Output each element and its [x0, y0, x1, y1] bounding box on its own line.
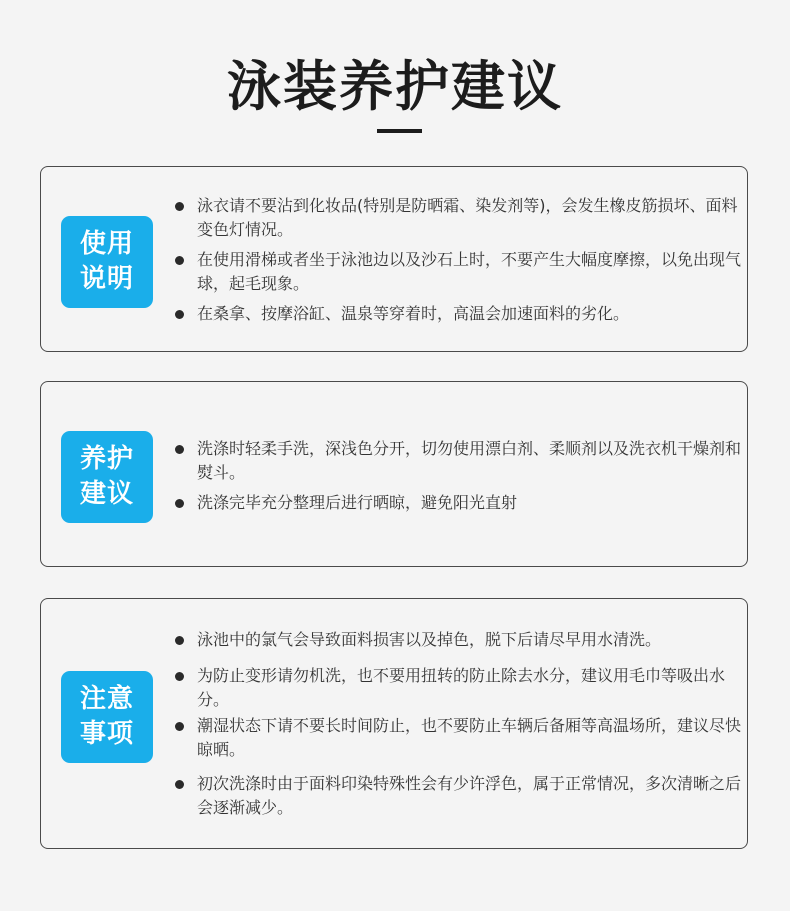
bullet-dot-icon	[175, 202, 184, 211]
list-item-text: 潮湿状态下请不要长时间防止，也不要防止车辆后备厢等高温场所，建议尽快晾晒。	[197, 716, 742, 759]
badge-precautions	[61, 671, 153, 763]
bullet-dot-icon	[175, 722, 184, 731]
list-item-text: 在使用滑梯或者坐于泳池边以及沙石上时，不要产生大幅度摩擦，以免出现气球，起毛现象。	[197, 250, 742, 293]
badge-care-advice	[61, 431, 153, 523]
list-item	[175, 772, 743, 820]
card-care-advice	[40, 381, 748, 567]
list-item-text: 洗涤时轻柔手洗，深浅色分开，切勿使用漂白剂、柔顺剂以及洗衣机干燥剂和熨斗。	[197, 439, 742, 482]
list-item-text: 初次洗涤时由于面料印染特殊性会有少许浮色，属于正常情况，多次清晰之后会逐渐减少。	[197, 774, 742, 817]
bullet-dot-icon	[175, 780, 184, 789]
bullet-dot-icon	[175, 445, 184, 454]
badge-line-2: 事项	[79, 719, 134, 749]
list-item-text: 为防止变形请勿机洗，也不要用扭转的防止除去水分，建议用毛巾等吸出水分。	[197, 666, 726, 709]
bullet-dot-icon	[175, 672, 184, 681]
card-precautions	[40, 598, 748, 849]
list-item	[175, 628, 743, 652]
badge-line-2: 建议	[79, 479, 134, 509]
list-item-text: 在桑拿、按摩浴缸、温泉等穿着时，高温会加速面料的劣化。	[197, 304, 630, 323]
list-item	[175, 194, 743, 242]
usage-instructions-list	[175, 194, 743, 326]
badge-line-1: 使用	[79, 229, 134, 259]
bullet-dot-icon	[175, 310, 184, 319]
list-item	[175, 714, 743, 762]
precautions-list	[175, 628, 743, 820]
page-title: 泳装养护建议	[227, 55, 563, 118]
list-item	[175, 248, 743, 296]
bullet-dot-icon	[175, 636, 184, 645]
list-item	[175, 437, 743, 485]
badge-line-2: 说明	[79, 264, 134, 294]
list-item-text: 洗涤完毕充分整理后进行晒晾，避免阳光直射	[197, 493, 518, 512]
care-advice-list	[175, 437, 743, 515]
list-item	[175, 491, 743, 515]
bullet-dot-icon	[175, 499, 184, 508]
card-usage-instructions	[40, 166, 748, 352]
badge-line-1: 养护	[79, 444, 134, 474]
list-item	[175, 664, 743, 712]
list-item	[175, 302, 743, 326]
list-item-text: 泳衣请不要沾到化妆品(特别是防晒霜、染发剂等)，会发生橡皮筋损坏、面料变色灯情况。	[197, 196, 738, 239]
badge-usage-instructions	[61, 216, 153, 308]
bullet-dot-icon	[175, 256, 184, 265]
title-underline	[377, 129, 422, 133]
badge-line-1: 注意	[79, 684, 134, 714]
list-item-text: 泳池中的氯气会导致面料损害以及掉色，脱下后请尽早用水清洗。	[197, 630, 662, 649]
